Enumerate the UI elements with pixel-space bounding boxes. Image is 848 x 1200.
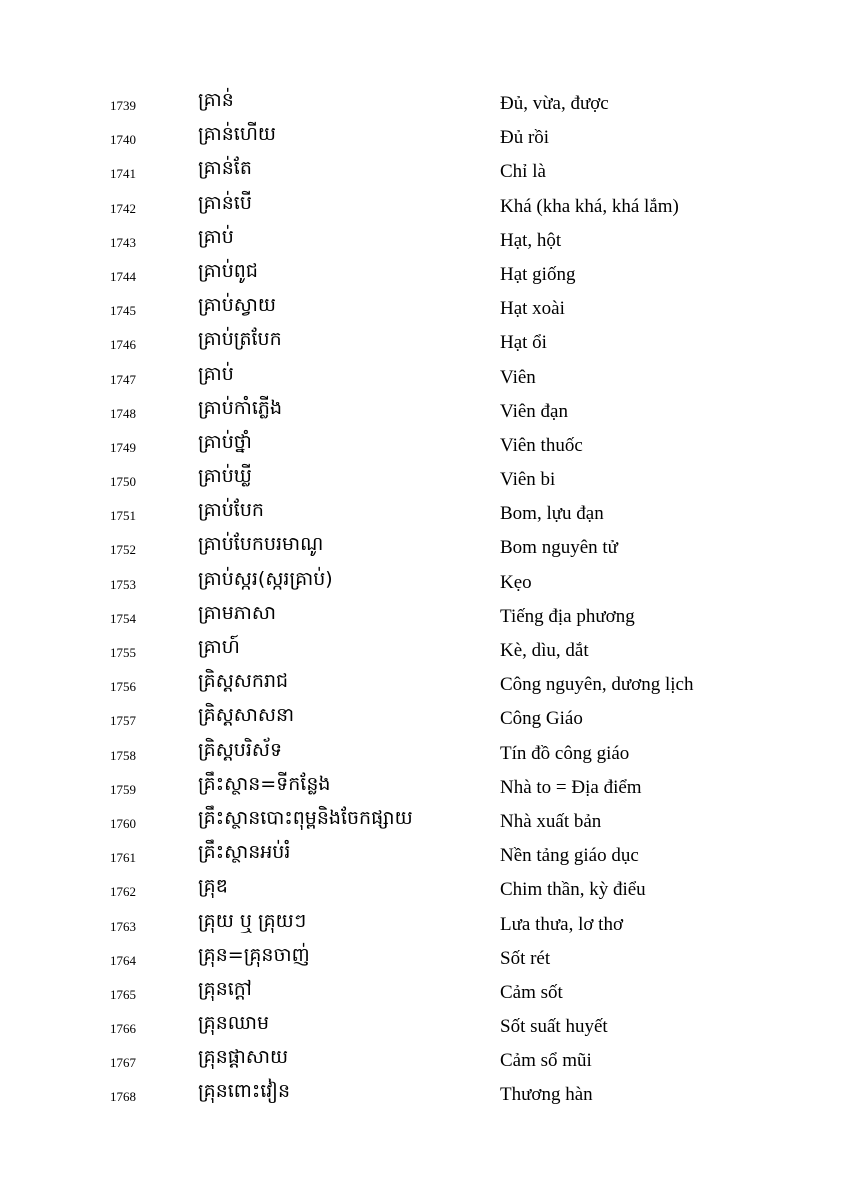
- entry-number: 1747: [110, 371, 136, 387]
- vietnamese-translation: Sốt suất huyết: [500, 1016, 608, 1038]
- glossary-row: [0, 428, 848, 462]
- khmer-term: គ្រឹះស្ថាន=ទីកន្លែង: [198, 772, 331, 795]
- glossary-row: [0, 394, 848, 428]
- vietnamese-translation: Đủ rồi: [500, 127, 550, 149]
- entry-number: 1766: [110, 1021, 136, 1037]
- entry-number: 1762: [110, 884, 136, 900]
- vietnamese-translation: Cảm sốt: [500, 981, 563, 1003]
- glossary-row: [0, 1043, 848, 1077]
- vietnamese-translation: Công nguyên, dương lịch: [500, 674, 694, 696]
- entry-number: 1743: [110, 234, 136, 250]
- entry-number: 1764: [110, 952, 136, 968]
- vietnamese-translation: Viên đạn: [500, 400, 568, 422]
- entry-number: 1765: [110, 986, 136, 1002]
- glossary-row: [0, 496, 848, 530]
- glossary-row: [0, 633, 848, 667]
- khmer-term: គ្រុនឈាម: [198, 1012, 270, 1035]
- khmer-term: គ្រាប់ថ្នាំ: [198, 430, 252, 453]
- glossary-row: [0, 1009, 848, 1043]
- khmer-term: គ្រុយ ឬ គ្រុយៗ: [198, 909, 307, 932]
- entry-number: 1757: [110, 713, 136, 729]
- khmer-term: គ្រាប់ស្ករ(ស្ករគ្រាប់): [198, 567, 333, 590]
- entry-number: 1739: [110, 98, 136, 113]
- vietnamese-translation: Hạt xoài: [500, 298, 565, 320]
- khmer-term: គ្រាប់កាំភ្លើង: [198, 396, 283, 419]
- glossary-row: [0, 257, 848, 291]
- entry-number: 1759: [110, 781, 136, 797]
- vietnamese-translation: Cảm sổ mũi: [500, 1050, 592, 1072]
- vietnamese-translation: Bom nguyên tử: [500, 537, 618, 559]
- entry-number: 1744: [110, 268, 136, 284]
- glossary-row: [0, 907, 848, 941]
- entry-number: 1767: [110, 1055, 136, 1071]
- khmer-term: គ្រាន់បើ: [198, 191, 252, 214]
- khmer-term: គ្រុនផ្ដាសាយ: [198, 1046, 289, 1069]
- khmer-term: គ្រុន=គ្រុនចាញ់: [198, 943, 310, 966]
- entry-number: 1749: [110, 439, 136, 455]
- vietnamese-translation: Đủ, vừa, được: [500, 93, 609, 114]
- glossary-row: [0, 770, 848, 804]
- glossary-row: [0, 941, 848, 975]
- vietnamese-translation: Sốt rét: [500, 947, 551, 969]
- vietnamese-translation: Thương hàn: [500, 1084, 593, 1106]
- glossary-row: [0, 360, 848, 394]
- entry-number: 1740: [110, 132, 136, 148]
- glossary-row: [0, 189, 848, 223]
- vietnamese-translation: Kẹo: [500, 571, 532, 593]
- entry-number: 1741: [110, 166, 136, 182]
- glossary-row: [0, 667, 848, 701]
- entry-number: 1742: [110, 200, 136, 216]
- vietnamese-translation: Viên bi: [500, 469, 556, 491]
- vietnamese-translation: Chim thần, kỳ điểu: [500, 879, 646, 901]
- glossary-row: [0, 154, 848, 188]
- khmer-term: គ្រឹះស្ថានអប់រំ: [198, 841, 291, 864]
- khmer-term: គ្រាប់បែក: [198, 499, 264, 522]
- glossary-row: [0, 530, 848, 564]
- khmer-term: គ្រាប់ស្វាយ: [198, 294, 277, 317]
- entry-number: 1768: [110, 1089, 136, 1105]
- khmer-term: គ្រាប់: [198, 362, 234, 385]
- vietnamese-translation: Khá (kha khá, khá lắm): [500, 195, 679, 217]
- entry-number: 1763: [110, 918, 136, 934]
- vietnamese-translation: Viên thuốc: [500, 434, 583, 456]
- glossary-row: [0, 838, 848, 872]
- glossary-row: [0, 975, 848, 1009]
- khmer-term: គ្រុនពោះវៀន: [198, 1080, 291, 1103]
- khmer-term: គ្រិស្តបរិស័ទ: [198, 738, 283, 761]
- vietnamese-translation: Nhà to = Địa điểm: [500, 776, 642, 798]
- khmer-term: គ្រាប់ឃ្លី: [198, 465, 252, 488]
- khmer-term: គ្រាប់បែកបរមាណូ: [198, 533, 324, 556]
- glossary-row: [0, 872, 848, 906]
- entry-number: 1753: [110, 576, 136, 592]
- glossary-row: [0, 462, 848, 496]
- vietnamese-translation: Nền tảng giáo dục: [500, 845, 639, 867]
- entry-number: 1746: [110, 337, 136, 353]
- vietnamese-translation: Bom, lựu đạn: [500, 503, 604, 525]
- khmer-term: គ្រាន់ហើយ: [198, 123, 277, 146]
- vietnamese-translation: Kè, dìu, dắt: [500, 640, 589, 661]
- glossary-row: [0, 599, 848, 633]
- entry-number: 1750: [110, 474, 136, 490]
- khmer-term: គ្រាប់: [198, 225, 234, 248]
- glossary-list: [0, 86, 848, 1112]
- vietnamese-translation: Tín đồ công giáo: [500, 742, 630, 764]
- glossary-row: [0, 86, 848, 120]
- khmer-term: គ្រឹះស្ថានបោះពុម្ពនិងចែកផ្សាយ: [198, 806, 413, 829]
- entry-number: 1755: [110, 645, 136, 660]
- khmer-term: គ្រាប់ត្របែក: [198, 328, 282, 351]
- khmer-term: គ្រាប់ពូជ: [198, 259, 258, 282]
- glossary-row: [0, 1077, 848, 1111]
- vietnamese-translation: Tiếng địa phương: [500, 605, 635, 627]
- entry-number: 1758: [110, 747, 136, 763]
- vietnamese-translation: Hạt giống: [500, 263, 576, 285]
- vietnamese-translation: Chỉ là: [500, 161, 546, 183]
- glossary-row: [0, 325, 848, 359]
- vietnamese-translation: Viên: [500, 366, 536, 388]
- entry-number: 1756: [110, 679, 136, 695]
- vietnamese-translation: Công Giáo: [500, 708, 583, 730]
- vietnamese-translation: Hạt, hột: [500, 229, 562, 251]
- khmer-term: គ្រាន់តែ: [198, 157, 252, 180]
- glossary-row: [0, 701, 848, 735]
- glossary-row: [0, 736, 848, 770]
- glossary-row: [0, 565, 848, 599]
- entry-number: 1754: [110, 610, 136, 626]
- vietnamese-translation: Lưa thưa, lơ thơ: [500, 913, 623, 935]
- khmer-term: គ្រិស្តសករាជ: [198, 670, 289, 693]
- entry-number: 1760: [110, 815, 136, 831]
- glossary-row: [0, 804, 848, 838]
- entry-number: 1752: [110, 542, 136, 558]
- khmer-term: គ្រុឌ: [198, 875, 228, 898]
- entry-number: 1745: [110, 303, 136, 319]
- khmer-term: គ្រុនក្ដៅ: [198, 977, 252, 1000]
- khmer-term: គ្រាហ៍: [198, 636, 240, 658]
- khmer-term: គ្រាមភាសា: [198, 601, 277, 624]
- vietnamese-translation: Nhà xuất bản: [500, 810, 602, 832]
- entry-number: 1761: [110, 850, 136, 866]
- khmer-term: គ្រិស្តសាសនា: [198, 704, 295, 727]
- khmer-term: គ្រាន់: [198, 89, 234, 111]
- entry-number: 1748: [110, 405, 136, 421]
- entry-number: 1751: [110, 508, 136, 524]
- vietnamese-translation: Hạt ổi: [500, 332, 547, 354]
- glossary-row: [0, 291, 848, 325]
- glossary-row: [0, 120, 848, 154]
- glossary-row: [0, 223, 848, 257]
